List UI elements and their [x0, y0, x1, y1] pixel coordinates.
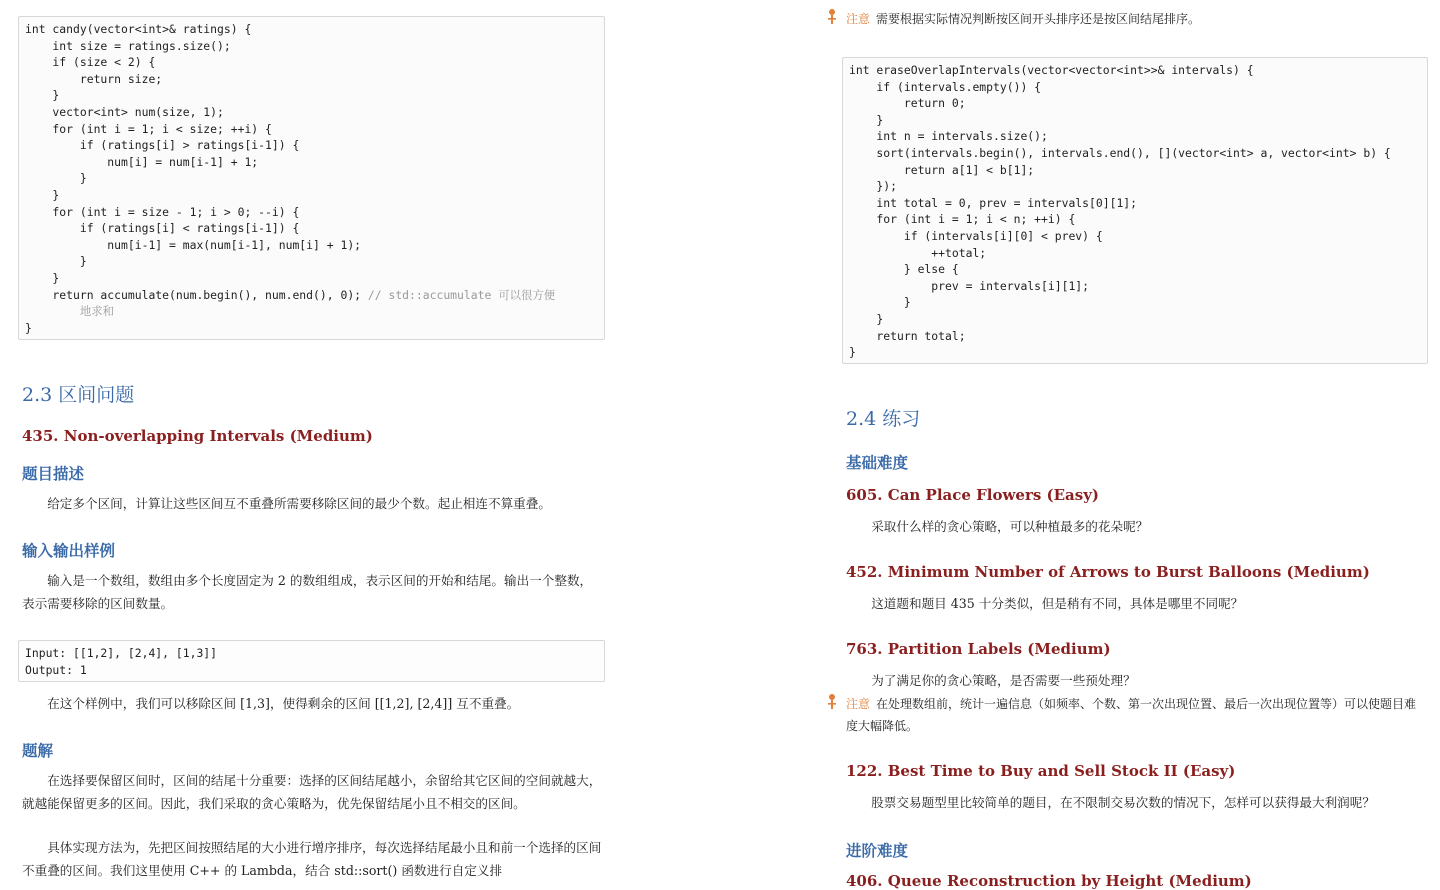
code-line: for (int i = 1; i < n; ++i) { — [849, 212, 1076, 227]
note-preprocess — [846, 693, 1426, 737]
basic-heading: 基础难度 — [846, 453, 909, 472]
solution-text-2: 具体实现方法为，先把区间按照结尾的大小进行增序排序，每次选择结尾最小且和前一个选择的区间不重叠的区间。我们这里使用 C++ 的 Lambda，结合 std::sort() 函数进行自定义排 — [22, 840, 602, 878]
code-line: return 0; — [849, 96, 966, 111]
code-line: int size = ratings.size(); — [25, 38, 231, 53]
code-line: for (int i = 1; i < size; ++i) { — [25, 121, 272, 136]
io-text: 输入是一个数组，数组由多个长度固定为 2 的数组组成，表示区间的开始和结尾。输出一个整数，表示需要移除的区间数量。 — [22, 573, 593, 611]
note-text: 在处理数组前，统计一遍信息（如频率、个数、第一次出现位置、最后一次出现位置等）可以使题目难度大幅降低。 — [846, 697, 1417, 733]
code-line: } — [849, 295, 911, 310]
problem-406-title: 406. Queue Reconstruction by Height (Medium) — [846, 872, 1252, 890]
code-line: if (size < 2) { — [25, 55, 156, 70]
code-line: return size; — [25, 71, 163, 86]
section-title: 2.3 区间问题 — [22, 384, 135, 406]
exercise-section-title: 2.4 练习 — [846, 408, 921, 430]
code-line: Input: [[1,2], [2,4], [1,3]] — [25, 646, 218, 660]
code-line: } — [849, 112, 884, 127]
code-line: 地求和 — [25, 304, 115, 319]
problem-title: 435. Non-overlapping Intervals (Medium) — [22, 427, 373, 445]
code-line: } — [25, 320, 32, 335]
code-block-erase-overlap — [842, 57, 1428, 364]
code-block-example — [18, 640, 605, 682]
problem-452-title: 452. Minimum Number of Arrows to Burst Balloons (Medium) — [846, 563, 1370, 581]
code-line: int eraseOverlapIntervals(vector<vector<int>>& intervals) { — [849, 63, 1254, 77]
code-line: sort(intervals.begin(), intervals.end(), [](vector<int> a, vector<int> b) { — [849, 145, 1391, 160]
code-line: return a[1] < b[1]; — [849, 162, 1035, 177]
problem-122-text: 股票交易题型里比较简单的题目，在不限制交易次数的情况下，怎样可以获得最大利润呢？ — [871, 795, 1375, 810]
description-text: 给定多个区间，计算让这些区间互不重叠所需要移除区间的最少个数。起止相连不算重叠。 — [47, 496, 551, 511]
code-line: return total; — [849, 328, 966, 343]
problem-605-title: 605. Can Place Flowers (Easy) — [846, 486, 1100, 504]
problem-605-text: 采取什么样的贪心策略，可以种植最多的花朵呢？ — [871, 519, 1149, 534]
code-line: } — [849, 311, 884, 326]
solution-heading: 题解 — [22, 741, 54, 760]
code-line: } — [25, 187, 60, 202]
code-line: vector<int> num(size, 1); — [25, 104, 224, 119]
code-line: for (int i = size - 1; i > 0; --i) { — [25, 204, 300, 219]
code-line: Output: 1 — [25, 662, 87, 677]
problem-763-title: 763. Partition Labels (Medium) — [846, 640, 1111, 658]
note-icon — [826, 8, 838, 26]
note-label: 注意 — [846, 697, 871, 711]
code-line: prev = intervals[i][1]; — [849, 278, 1090, 293]
code-line: num[i-1] = max(num[i-1], num[i] + 1); — [25, 237, 362, 252]
code-line: } — [25, 254, 87, 269]
code-line: ++total; — [849, 245, 987, 260]
code-line: } else { — [849, 262, 959, 277]
code-line: if (ratings[i] < ratings[i-1]) { — [25, 221, 300, 236]
problem-452-text: 这道题和题目 435 十分类似，但是稍有不同，具体是哪里不同呢？ — [871, 596, 1244, 611]
solution-text-1: 在选择要保留区间时，区间的结尾十分重要：选择的区间结尾越小，余留给其它区间的空间就越大，就越能保留更多的区间。因此，我们采取的贪心策略为，优先保留结尾小且不相交的区间。 — [22, 773, 602, 811]
note-icon — [826, 693, 838, 711]
code-line: int n = intervals.size(); — [849, 129, 1048, 144]
note-sort — [846, 8, 1426, 30]
note-text: 需要根据实际情况判断按区间开头排序还是按区间结尾排序。 — [876, 12, 1201, 26]
problem-763-text: 为了满足你的贪心策略，是否需要一些预处理？ — [871, 673, 1136, 688]
code-line: } — [25, 270, 60, 285]
code-line: return accumulate(num.begin(), num.end(), 0); // std::accumulate 可以很方便 — [25, 287, 556, 302]
problem-122-title: 122. Best Time to Buy and Sell Stock II (Easy) — [846, 762, 1236, 780]
code-line: int total = 0, prev = intervals[0][1]; — [849, 195, 1138, 210]
note-label: 注意 — [846, 12, 871, 26]
code-line: if (intervals[i][0] < prev) { — [849, 228, 1103, 243]
io-heading: 输入输出样例 — [22, 541, 116, 560]
code-line: } — [25, 88, 60, 103]
code-line: } — [25, 171, 87, 186]
code-block-candy — [18, 16, 605, 340]
code-line: int candy(vector<int>& ratings) { — [25, 22, 252, 36]
description-heading: 题目描述 — [22, 464, 85, 483]
code-line: num[i] = num[i-1] + 1; — [25, 154, 259, 169]
code-line: if (ratings[i] > ratings[i-1]) { — [25, 138, 300, 153]
example-text: 在这个样例中，我们可以移除区间 [1,3]，使得剩余的区间 [[1,2], [2,4]] 互不重叠。 — [47, 696, 520, 711]
code-line: } — [849, 345, 856, 360]
code-line: if (intervals.empty()) { — [849, 79, 1042, 94]
advanced-heading: 进阶难度 — [846, 841, 909, 860]
code-line: }); — [849, 179, 898, 194]
